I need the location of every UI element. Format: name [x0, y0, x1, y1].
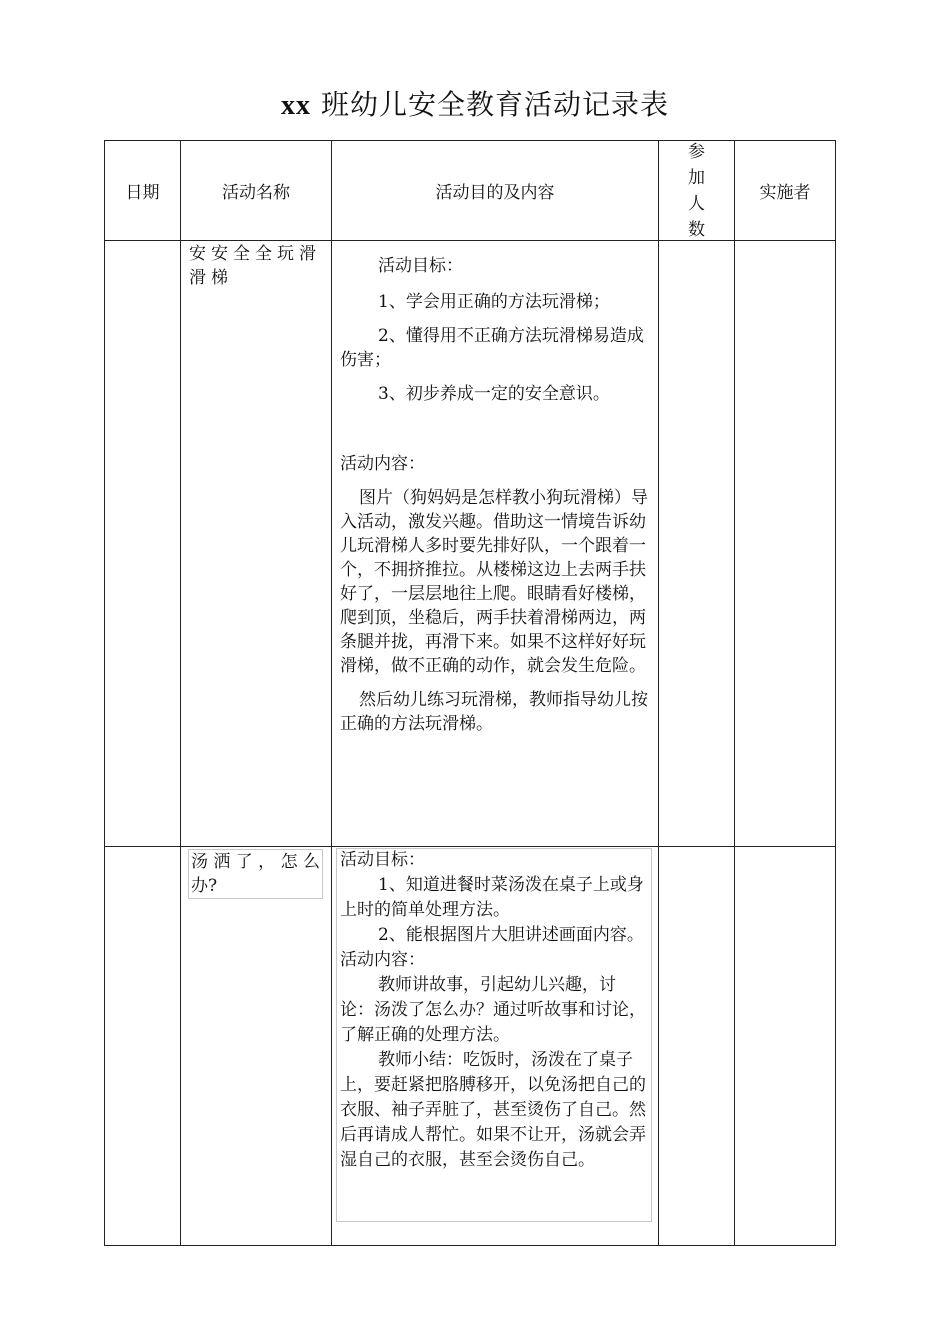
name-char: 么	[302, 852, 320, 872]
content-heading: 活动内容：	[340, 454, 425, 474]
title-prefix: xx	[281, 90, 312, 121]
activity-name-2	[188, 849, 323, 899]
column-divider	[180, 140, 181, 1246]
content-paragraph: 教师小结：吃饭时，汤泼在了桌子上，要赶紧把胳膊移开，以免汤把自己的衣服、袖子弄脏了，甚至烫伤了自己。然后再请成人帮忙。如果不让开，汤就会弄湿自己的衣服，甚至会烫伤自己。	[340, 1050, 646, 1170]
header-date: 日期	[125, 183, 160, 203]
activity-name-2-line2: 办?	[191, 876, 218, 896]
row-divider	[104, 846, 836, 847]
header-purpose-content: 活动目的及内容	[435, 183, 555, 203]
table-border-right	[835, 140, 836, 1246]
activity-name-1: 安安全全玩滑滑梯	[189, 244, 321, 288]
table-border-left	[104, 140, 105, 1246]
activity-content-1	[340, 254, 652, 736]
goal-item: 2、懂得用不正确方法玩滑梯易造成伤害；	[340, 326, 644, 370]
header-participants	[659, 141, 734, 240]
column-divider	[658, 140, 659, 1246]
goal-item: 1、知道进餐时菜汤泼在桌子上或身上时的简单处理方法。	[340, 875, 644, 920]
header-activity-name: 活动名称	[222, 183, 290, 203]
column-divider	[331, 140, 332, 1246]
goal-heading: 活动目标：	[340, 850, 425, 870]
name-char: 洒	[213, 852, 231, 872]
content-paragraph: 教师讲故事，引起幼儿兴趣，讨论：汤泼了怎么办？通过听故事和讨论，了解正确的处理方法。	[340, 975, 646, 1045]
table-border-bottom	[104, 1245, 836, 1246]
goal-item: 2、能根据图片大胆讲述画面内容。	[378, 925, 644, 945]
title-text: 班幼儿安全教育活动记录表	[320, 88, 669, 121]
header-participants-line2: 人 数	[688, 193, 715, 240]
content-paragraph: 然后幼儿练习玩滑梯，教师指导幼儿按正确的方法玩滑梯。	[340, 690, 648, 734]
activity-content-2	[340, 848, 646, 1173]
goal-item: 3、初步养成一定的安全意识。	[378, 384, 610, 404]
content-paragraph: 图片（狗妈妈是怎样教小狗玩滑梯）导入活动，激发兴趣。借助这一情境告诉幼儿玩滑梯人多时要先排好队，一个跟着一个，不拥挤推拉。从楼梯这边上去两手扶好了，一层层地往上爬。眼睛看好楼梯，爬到顶，坐稳后，两手扶着滑梯两边，两条腿并拢，再滑下来。如果不这样好好玩滑梯，做不正确的动作，就会发生危险。	[340, 488, 648, 676]
goal-item: 1、学会用正确的方法玩滑梯；	[378, 292, 610, 312]
name-char: ，	[258, 852, 276, 872]
name-char: 怎	[280, 852, 298, 872]
name-char: 了	[235, 852, 253, 872]
header-participants-line1: 参 加	[688, 141, 715, 188]
activity-name-2-line1	[191, 850, 320, 874]
name-char: 汤	[191, 852, 208, 872]
column-divider	[734, 140, 735, 1246]
content-heading: 活动内容：	[340, 950, 425, 970]
header-implementer: 实施者	[759, 183, 811, 203]
goal-heading: 活动目标：	[378, 256, 463, 276]
